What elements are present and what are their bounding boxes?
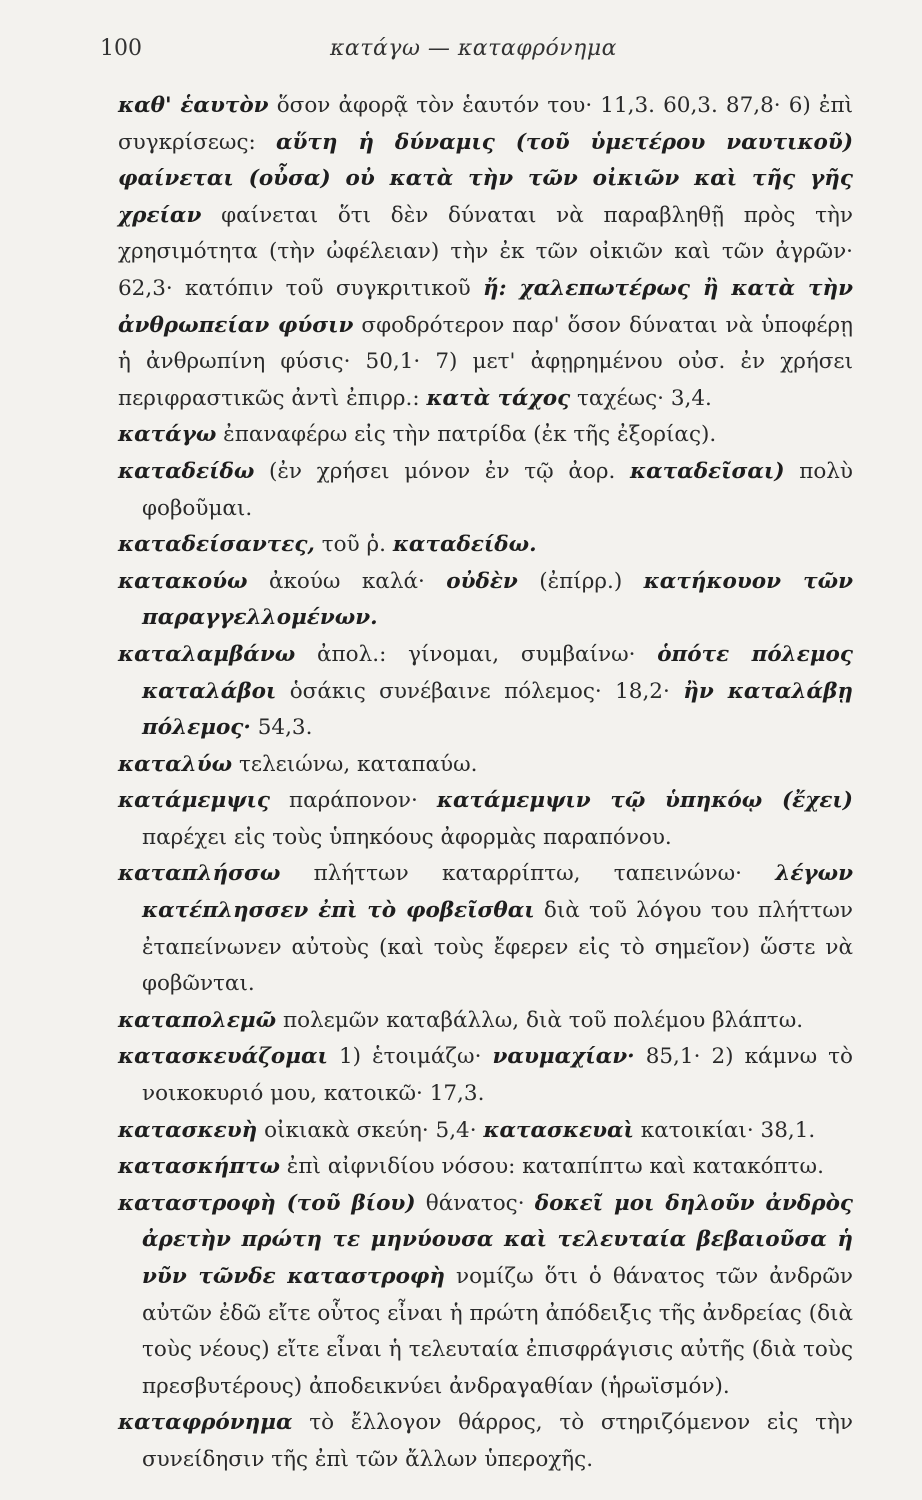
greek-lemma: κατασκευὴ: [118, 1117, 258, 1143]
greek-lemma: κατασκευάζομαι: [118, 1044, 328, 1070]
greek-lemma: οὐδὲν: [446, 568, 518, 594]
greek-lemma: ἤ: χαλεπωτέρως ἢ κατὰ τὴν ἀνθρωπείαν φύσιν: [118, 275, 853, 338]
definition-text: πολεμῶν καταβάλλω, διὰ τοῦ πολέμου βλάπτω.: [276, 1007, 804, 1033]
greek-lemma: λέγων κατέπλησσεν ἐπὶ τὸ φοβεῖσθαι: [142, 861, 853, 924]
glossary-entry: [118, 1039, 853, 1112]
greek-lemma: καταδείδω: [118, 458, 255, 484]
definition-text: φαίνεται ὅτι δὲν δύναται νὰ παραβληθῇ πρὸς τὴν χρησιμότητα (τὴν ὠφέλειαν) τὴν ἐκ τῶν οἰκιῶν καὶ τῶν ἀγρῶν· 62,3· κατόπιν τοῦ συγκριτικοῦ: [118, 202, 853, 301]
page-header: [0, 30, 922, 70]
definition-text: (ἐν χρήσει μόνον ἐν τῷ ἀορ.: [254, 458, 631, 484]
definition-text: ἀκούω καλά·: [247, 568, 447, 594]
definition-text: 1) ἑτοιμάζω·: [327, 1044, 493, 1070]
definition-text: πολὺ φοβοῦμαι.: [142, 458, 853, 521]
greek-lemma: δοκεῖ μοι δηλοῦν ἀνδρὸς ἀρετὴν πρώτη τε μηνύουσα καὶ τελευταία βεβαιοῦσα ἡ νῦν τῶνδε καταστροφὴ: [142, 1190, 853, 1289]
greek-lemma: ὁπότε πόλεμος καταλάβοι: [142, 641, 853, 704]
greek-lemma: καταστροφὴ (τοῦ βίου): [118, 1190, 416, 1216]
glossary-entry: [118, 527, 853, 564]
greek-lemma: καθ' ἑαυτὸν: [118, 93, 269, 118]
greek-lemma: καταπλήσσω: [118, 861, 281, 887]
greek-lemma: ναυμαχίαν·: [492, 1044, 635, 1070]
greek-lemma: κατάγω: [118, 422, 217, 448]
definition-text: διὰ τοῦ λόγου του πλήττων ἐταπείνωνεν αὐτοὺς (καὶ τοὺς ἔφερεν εἰς τὸ σημεῖον) ὥστε νὰ φοβῶνται.: [142, 898, 853, 997]
glossary-entry: [118, 564, 853, 637]
glossary-entry: [118, 417, 853, 454]
greek-lemma: καταλαμβάνω: [118, 641, 296, 667]
greek-lemma: κατακούω: [118, 568, 248, 594]
glossary-entry: [118, 783, 853, 856]
glossary-entry: [118, 454, 853, 527]
glossary-text: [118, 88, 853, 1479]
definition-text: τελειώνω, καταπαύω.: [232, 751, 478, 777]
definition-text: ἀπολ.: γίνομαι, συμβαίνω·: [295, 641, 658, 667]
definition-text: ἐπὶ αἰφνιδίου νόσου: καταπίπτω καὶ κατακόπτω.: [279, 1154, 824, 1180]
definition-text: (ἐπίρρ.): [517, 568, 644, 594]
glossary-entry: [118, 1149, 853, 1186]
definition-text: οἰκιακὰ σκεύη· 5,4·: [257, 1117, 484, 1143]
greek-lemma: καταδείδω.: [392, 532, 537, 558]
greek-lemma: κατάμεμψιν τῷ ὑπηκόῳ (ἔχει): [436, 788, 853, 814]
definition-text: 85,1· 2) κάμνω τὸ νοικοκυριό μου, κατοικῶ· 17,3.: [142, 1044, 853, 1107]
entry-continuation: [118, 88, 853, 417]
greek-lemma: καταπολεμῶ: [118, 1007, 277, 1033]
greek-lemma: αὕτη ἡ δύναμις (τοῦ ὑμετέρου ναυτικοῦ) φαίνεται (οὖσα) οὐ κατὰ τὴν τῶν οἰκιῶν καὶ τῆς γῆς χρείαν: [118, 129, 853, 228]
definition-text: ὅσον ἀφορᾷ τὸν ἑαυτόν του· 11,3. 60,3. 87,8· 6) ἐπὶ συγκρίσεως:: [118, 93, 853, 155]
glossary-entry: [118, 1186, 853, 1406]
greek-lemma: κατασκήπτω: [118, 1154, 280, 1180]
definition-text: τὸ ἔλλογον θάρρος, τὸ στηριζόμενον εἰς τὴν συνείδησιν τῆς ἐπὶ τῶν ἄλλων ὑπεροχῆς.: [142, 1410, 853, 1472]
definition-text: σφοδρότερον παρ' ὅσον δύναται νὰ ὑποφέρῃ ἡ ἀνθρωπίνη φύσις· 50,1· 7) μετ' ἀφῃρημένου οὐσ. ἐν χρήσει περιφραστικῶς ἀντὶ ἐπιρρ.:: [118, 312, 853, 411]
greek-lemma: καταδεῖσαι): [630, 458, 785, 484]
greek-lemma: κατήκουον τῶν παραγγελλομένων.: [142, 568, 853, 631]
definition-text: ὁσάκις συνέβαινε πόλεμος· 18,2·: [276, 678, 684, 704]
glossary-entry: [118, 1405, 853, 1478]
definition-text: τοῦ ῥ.: [314, 532, 393, 558]
greek-lemma: ἢν καταλάβῃ πόλεμος·: [142, 678, 853, 741]
definition-text: παράπονον·: [269, 788, 437, 814]
definition-text: πλήττων καταρρίπτω, ταπεινώνω·: [280, 861, 776, 887]
greek-lemma: καταδείσαντες,: [118, 532, 315, 558]
page-number: 100: [100, 36, 142, 61]
greek-lemma: κατὰ τάχος: [426, 385, 571, 411]
definition-text: θάνατος·: [415, 1190, 535, 1216]
definition-text: ταχέως· 3,4.: [570, 385, 712, 411]
definition-text: παρέχει εἰς τοὺς ὑπηκόους ἀφορμὰς παραπόνου.: [142, 824, 672, 850]
glossary-entry: [118, 1113, 853, 1150]
running-head: κατάγω — καταφρόνημα: [330, 36, 617, 61]
definition-text: κατοικίαι· 38,1.: [633, 1117, 816, 1143]
definition-text: 54,3.: [250, 715, 313, 741]
glossary-entry: [118, 856, 853, 1002]
greek-lemma: καταφρόνημα: [118, 1410, 293, 1436]
glossary-entry: [118, 637, 853, 747]
definition-text: ἐπαναφέρω εἰς τὴν πατρίδα (ἐκ τῆς ἐξορίας).: [216, 422, 717, 448]
glossary-entry: [118, 1003, 853, 1040]
definition-text: νομίζω ὅτι ὁ θάνατος τῶν ἀνδρῶν αὐτῶν ἐδῶ εἴτε οὗτος εἶναι ἡ πρώτη ἀπόδειξις τῆς ἀνδρείας (διὰ τοὺς νέους) εἴτε εἶναι ἡ τελευταία ἐπισφράγισις αὐτῆς (διὰ τοὺς πρεσβυτέρους) ἀποδεικνύει ἀνδραγαθίαν (ἡρωϊσμόν).: [142, 1264, 854, 1399]
greek-lemma: κατάμεμψις: [118, 788, 270, 814]
greek-lemma: καταλύω: [118, 751, 233, 777]
glossary-entry: [118, 747, 853, 784]
greek-lemma: κατασκευαὶ: [483, 1117, 634, 1143]
